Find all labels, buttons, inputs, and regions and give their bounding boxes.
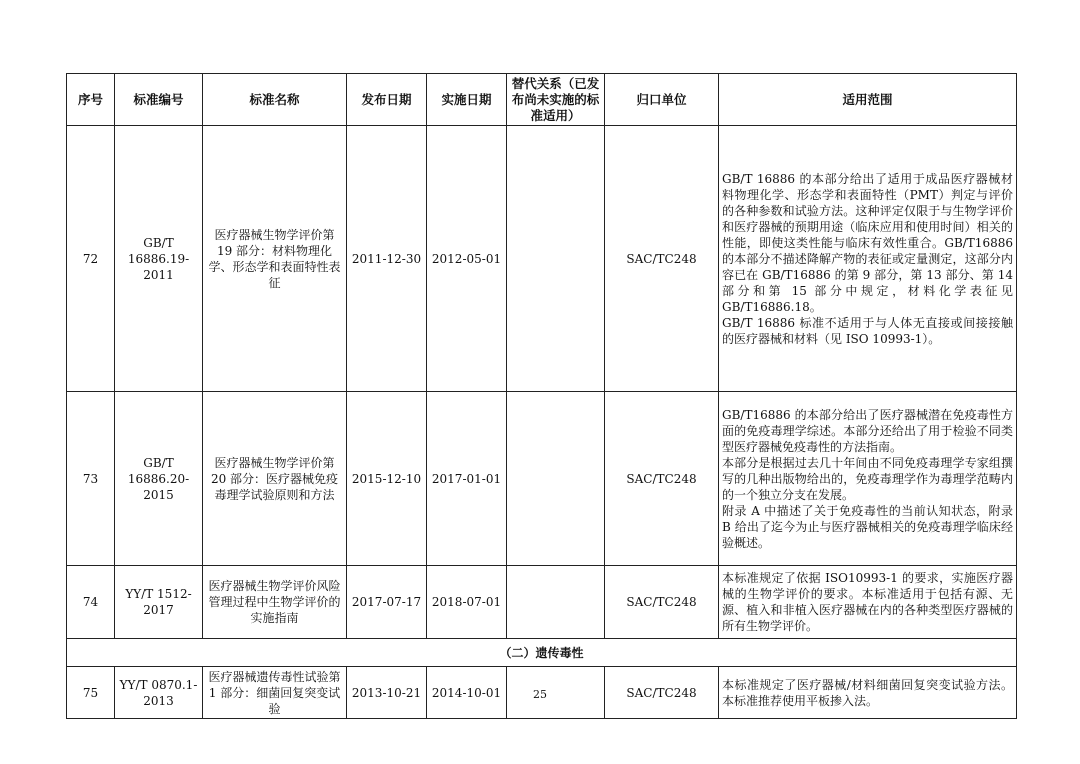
row-no: 73 xyxy=(67,392,115,566)
row-implement-date: 2017-01-01 xyxy=(427,392,507,566)
header-no: 序号 xyxy=(67,74,115,126)
scope-paragraph: 本标准规定了依据 ISO10993-1 的要求，实施医疗器械的生物学评价的要求。本标准适用于包括有源、无源、植入和非植入医疗器械在内的各种类型医疗器械的所有生物学评价。 xyxy=(722,571,1013,633)
row-publish-date: 2011-12-30 xyxy=(347,126,427,392)
row-implement-date: 2014-10-01 xyxy=(427,667,507,719)
table-row xyxy=(67,126,1017,392)
row-unit: SAC/TC248 xyxy=(605,566,719,639)
scope-paragraph: 附录 A 中描述了关于免疫毒性的当前认知状态，附录 B 给出了迄今为止与医疗器械相关的免疫毒理学临床经验概述。 xyxy=(722,503,1013,550)
row-code: YY/T 1512-2017 xyxy=(115,566,203,639)
section-title: （二）遗传毒性 xyxy=(67,639,1017,667)
row-replace xyxy=(507,566,605,639)
row-publish-date: 2013-10-21 xyxy=(347,667,427,719)
header-replace: 替代关系（已发布尚未实施的标准适用） xyxy=(507,74,605,126)
row-unit: SAC/TC248 xyxy=(605,667,719,719)
row-no: 72 xyxy=(67,126,115,392)
header-name: 标准名称 xyxy=(203,74,347,126)
row-scope xyxy=(719,126,1017,392)
scope-paragraph: 本标准规定了医疗器械/材料细菌回复突变试验方法。本标准推荐使用平板掺入法。 xyxy=(722,677,1013,708)
row-implement-date: 2018-07-01 xyxy=(427,566,507,639)
row-name: 医疗器械生物学评价第 19 部分：材料物理化学、形态学和表面特性表征 xyxy=(203,126,347,392)
row-publish-date: 2017-07-17 xyxy=(347,566,427,639)
row-publish-date: 2015-12-10 xyxy=(347,392,427,566)
header-implement-date: 实施日期 xyxy=(427,74,507,126)
row-replace xyxy=(507,392,605,566)
standards-table xyxy=(66,73,1017,719)
row-unit: SAC/TC248 xyxy=(605,392,719,566)
row-scope xyxy=(719,566,1017,639)
table-row xyxy=(67,566,1017,639)
row-scope xyxy=(719,392,1017,566)
header-unit: 归口单位 xyxy=(605,74,719,126)
scope-paragraph: GB/T16886 的本部分给出了医疗器械潜在免疫毒性方面的免疫毒理学综述。本部分还给出了用于检验不同类型医疗器械免疫毒性的方法指南。 xyxy=(722,407,1013,454)
row-implement-date: 2012-05-01 xyxy=(427,126,507,392)
row-no: 74 xyxy=(67,566,115,639)
row-name: 医疗器械生物学评价第 20 部分：医疗器械免疫毒理学试验原则和方法 xyxy=(203,392,347,566)
row-code: YY/T 0870.1-2013 xyxy=(115,667,203,719)
row-replace xyxy=(507,126,605,392)
section-row xyxy=(67,639,1017,667)
table-row xyxy=(67,392,1017,566)
row-no: 75 xyxy=(67,667,115,719)
header-scope: 适用范围 xyxy=(719,74,1017,126)
row-name: 医疗器械遗传毒性试验第 1 部分：细菌回复突变试验 xyxy=(203,667,347,719)
scope-paragraph: GB/T 16886 标准不适用于与人体无直接或间接接触的医疗器械和材料（见 ISO 10993-1）。 xyxy=(722,315,1013,346)
header-publish-date: 发布日期 xyxy=(347,74,427,126)
row-code: GB/T 16886.20-2015 xyxy=(115,392,203,566)
page-number: 25 xyxy=(533,688,547,701)
header-code: 标准编号 xyxy=(115,74,203,126)
table-header-row xyxy=(67,74,1017,126)
row-name: 医疗器械生物学评价风险管理过程中生物学评价的实施指南 xyxy=(203,566,347,639)
row-code: GB/T 16886.19-2011 xyxy=(115,126,203,392)
scope-paragraph: 本部分是根据过去几十年间由不同免疫毒理学专家组撰写的几种出版物给出的，免疫毒理学作为毒理学范畴内的一个独立分支在发展。 xyxy=(722,455,1013,502)
row-unit: SAC/TC248 xyxy=(605,126,719,392)
scope-paragraph: GB/T 16886 的本部分给出了适用于成品医疗器械材料物理化学、形态学和表面特性（PMT）判定与评价的各种参数和试验方法。这种评定仅限于与生物学评价和医疗器械的预期用途（临床应用和使用时间）相关的性能，即使这类性能与临床有效性重合。GB/T16886 的本部分不描述降解产物的表征或定量测定，这部分内容已在 GB/T16886 的第 9 部分，第 13 部分、第 14 部分和第 15 部分中规定，材料化学表征见 GB/T16886.18。 xyxy=(722,171,1013,314)
